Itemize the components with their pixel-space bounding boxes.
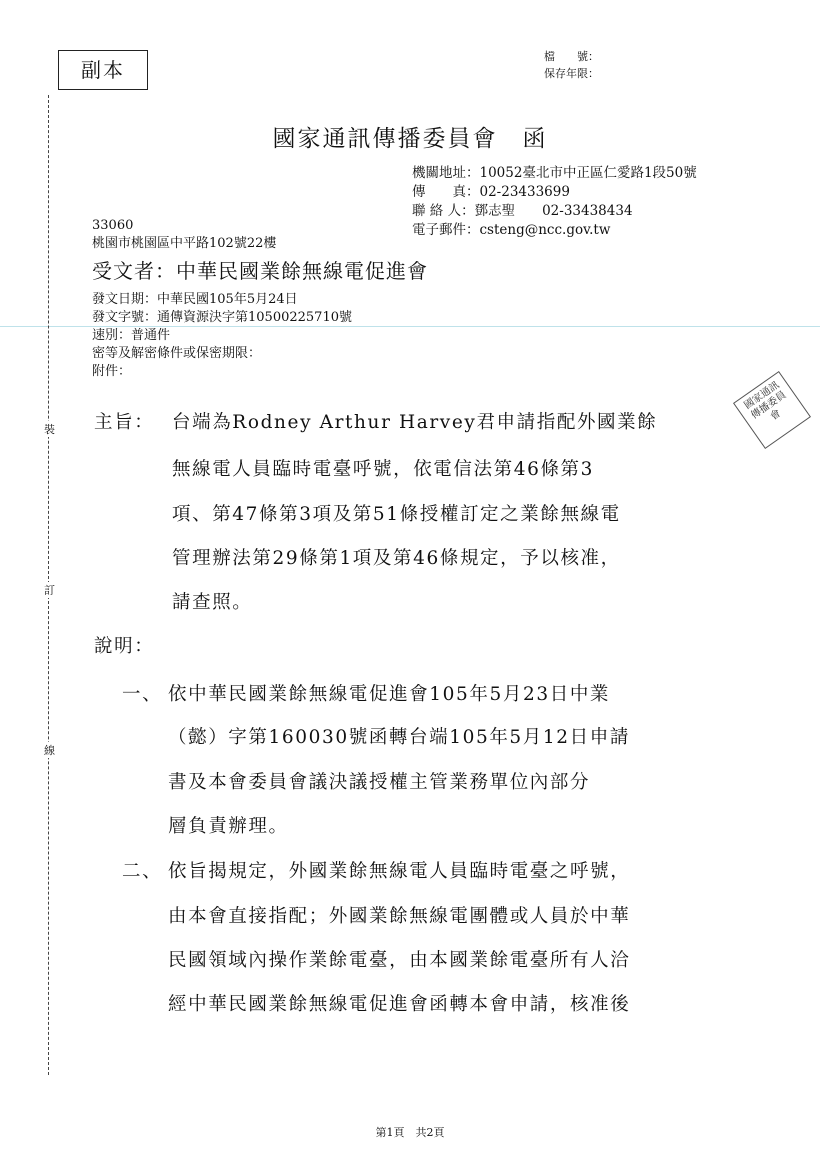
item-marker: 一、 xyxy=(122,684,163,705)
attachment-label: 附件： xyxy=(92,364,132,379)
explanation-label: 說明： xyxy=(94,636,155,657)
subject-label: 主旨： xyxy=(94,412,155,433)
subject-line: 項、第47條第3項及第51條授權訂定之業餘無線電 xyxy=(172,504,621,525)
fold-mark-staple: 訂 xyxy=(44,584,55,597)
retention-label: 保存年限： xyxy=(544,67,599,80)
recipient-postal-code: 33060 xyxy=(92,218,134,233)
subject-line: 管理辦法第29條第1項及第46條規定，予以核准， xyxy=(172,548,621,569)
explanation-line: 依中華民國業餘無線電促進會105年5月23日中業 xyxy=(168,684,611,705)
explanation-line: （懿）字第160030號函轉台端105年5月12日申請 xyxy=(168,727,630,748)
explanation-line: 書及本會委員會議決議授權主管業務單位內部分 xyxy=(168,772,591,793)
explanation-line: 經中華民國業餘無線電促進會函轉本會申請，核准後 xyxy=(168,994,631,1015)
item-marker: 二、 xyxy=(122,861,163,882)
document-title: 國家通訊傳播委員會 函 xyxy=(272,126,548,152)
agency-email: 電子郵件：csteng@ncc.gov.tw xyxy=(412,222,611,238)
delivery-speed: 速別：普通件 xyxy=(92,328,171,343)
secrecy-level: 密等及解密條件或保密期限： xyxy=(92,346,262,361)
page-number: 第1頁 共2頁 xyxy=(375,1126,445,1139)
subject-line: 台端為Rodney Arthur Harvey君申請指配外國業餘 xyxy=(172,412,658,433)
subject-line: 無線電人員臨時電臺呼號，依電信法第46條第3 xyxy=(172,459,595,480)
fold-mark-line: 線 xyxy=(44,744,55,757)
fold-mark-bind: 裝 xyxy=(44,423,55,436)
agency-fax: 傳 真：02-23433699 xyxy=(412,184,570,200)
agency-contact: 聯 絡 人：鄧志聖 02-33438434 xyxy=(412,203,633,219)
file-number-label: 檔 號： xyxy=(544,50,599,63)
explanation-line: 依旨揭規定，外國業餘無線電人員臨時電臺之呼號， xyxy=(168,861,631,882)
subject-line: 請查照。 xyxy=(172,592,253,613)
agency-seal-stamp: 國家通訊傳播委員會 xyxy=(733,371,811,449)
explanation-line: 層負責辦理。 xyxy=(168,816,289,837)
recipient-street-address: 桃園市桃園區中平路102號22樓 xyxy=(92,236,277,251)
issue-date: 發文日期：中華民國105年5月24日 xyxy=(92,292,298,307)
agency-address: 機關地址：10052臺北市中正區仁愛路1段50號 xyxy=(412,165,697,181)
explanation-line: 由本會直接指配；外國業餘無線電團體或人員於中華 xyxy=(168,906,631,927)
document-number: 發文字號：通傳資源決字第10500225710號 xyxy=(92,310,352,325)
copy-label: 副本 xyxy=(58,50,148,90)
scan-artifact-line xyxy=(0,326,820,327)
recipient: 受文者：中華民國業餘無線電促進會 xyxy=(92,259,428,283)
explanation-line: 民國領域內操作業餘電臺，由本國業餘電臺所有人洽 xyxy=(168,950,631,971)
